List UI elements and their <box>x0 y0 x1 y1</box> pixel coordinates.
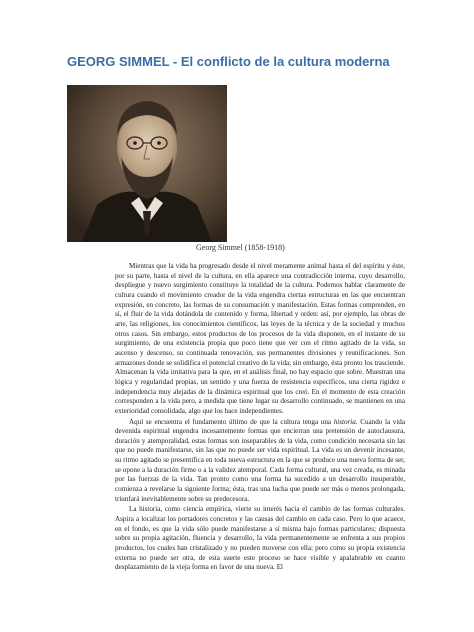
document-title: GEORG SIMMEL - El conflicto de la cultura moderna <box>67 54 390 69</box>
portrait-caption: Georg Simmel (1858-1918) <box>196 243 285 252</box>
emphasized-word: historia. <box>333 417 358 426</box>
paragraph-text: Cuando la vida devenida espiritual engendra incesantemente formas que encierran una pretensión de autoclausura, duración y atemporalidad, estas formas son inseparables de la vida, como condición necesaria sin las que no puede manifestarse, sin las que no puede ser vida espiritual. La vida es un devenir incesante, su ritmo agitado se presentifica en toda nueva estructura en la que se produce una nueva forma de ser, se opone a la duración firme o a la validez atemporal. Cada forma cultural, una vez creada, es minada por las fuerzas de la vida. Tan pronto como una forma ha sucedido a un desarrollo insuperable, comienza a revelarse la siguiente forma; ésta, tras una lucha que puede ser más o menos prolongada, triunfará inevitablemente sobre su predecesora. <box>115 417 405 503</box>
paragraph <box>115 262 405 417</box>
paragraph-text: La historia, como ciencia empírica, vierte su interés hacia el cambio de las formas culturales. Aspira a localizar los portadores concretos y las causas del cambio en cada caso. Pero lo que acaece, en el fondo, es que la vida sólo puede manifestarse a sí misma bajo formas particulares; dispuesta sobre su propia agitación, fluencia y desarrollo, la vida permanentemente se enfrenta a sus propios productos, los cuales han cristalizado y no pueden moverse con ella; pero como su propia existencia externa no puede ser otra, de esta suerte este proceso se hace visible y apalabrable en cuanto desplazamiento de la vieja forma en favor de una nueva. El <box>115 505 405 572</box>
portrait-photo <box>67 85 227 242</box>
portrait-image <box>67 85 227 242</box>
paragraph-text: Aquí se encuentra el fundamento último de que la cultura tenga una <box>129 417 334 426</box>
paragraph-text: Mientras que la vida ha progresado desde el nivel meramente animal hasta el del espíritu y éste, por su parte, hasta el nivel de la cultura, en ella aparece una contradicción interna, cuyo desarrollo, despliegue y nuevo surgimiento constituye la totalidad de la cultura. Podemos hablar claramente de cultura cuando el movimiento creador de la vida engendra ciertas estructuras en las que encuentran expresión, en concreto, las formas de su consumación y manifestación. Estas formas comprenden, en sí, el fluir de la vida dotándola de contenido y forma, libertad y orden: así, por ejemplo, las obras de arte, las religiones, los conocimientos científicos, las leyes de la técnica y de la sociedad y muchos otros casos. Sin embargo, estos productos de los procesos de la vida disponen, en el instante de su surgimiento, de una existencia propia que poco tiene que ver con el ritmo agitado de la vida, su ascenso y descenso, su continuada renovación, sus permanentes divisiones y reunificaciones. Son armazones donde se solidifica el potencial creativo de la vida; sin embargo, ésta pronto los trasciende. Almacenan la vida imitativa para la que, en el análisis final, no hay espacio que sobre. Muestran una lógica y regularidad propias, un sentido y una fuerza de resistencia específicos, una cierta rigidez e independencia muy alejadas de la dinámica espiritual que los creó. En el momento de esta creación corresponden a la vida pero, a medida que tiene lugar su desarrollo continuado, se mantienen en una exterioridad consolidada, algo que los hace independientes. <box>115 262 405 415</box>
article-body <box>115 262 405 574</box>
paragraph <box>115 505 405 573</box>
paragraph <box>115 418 405 505</box>
